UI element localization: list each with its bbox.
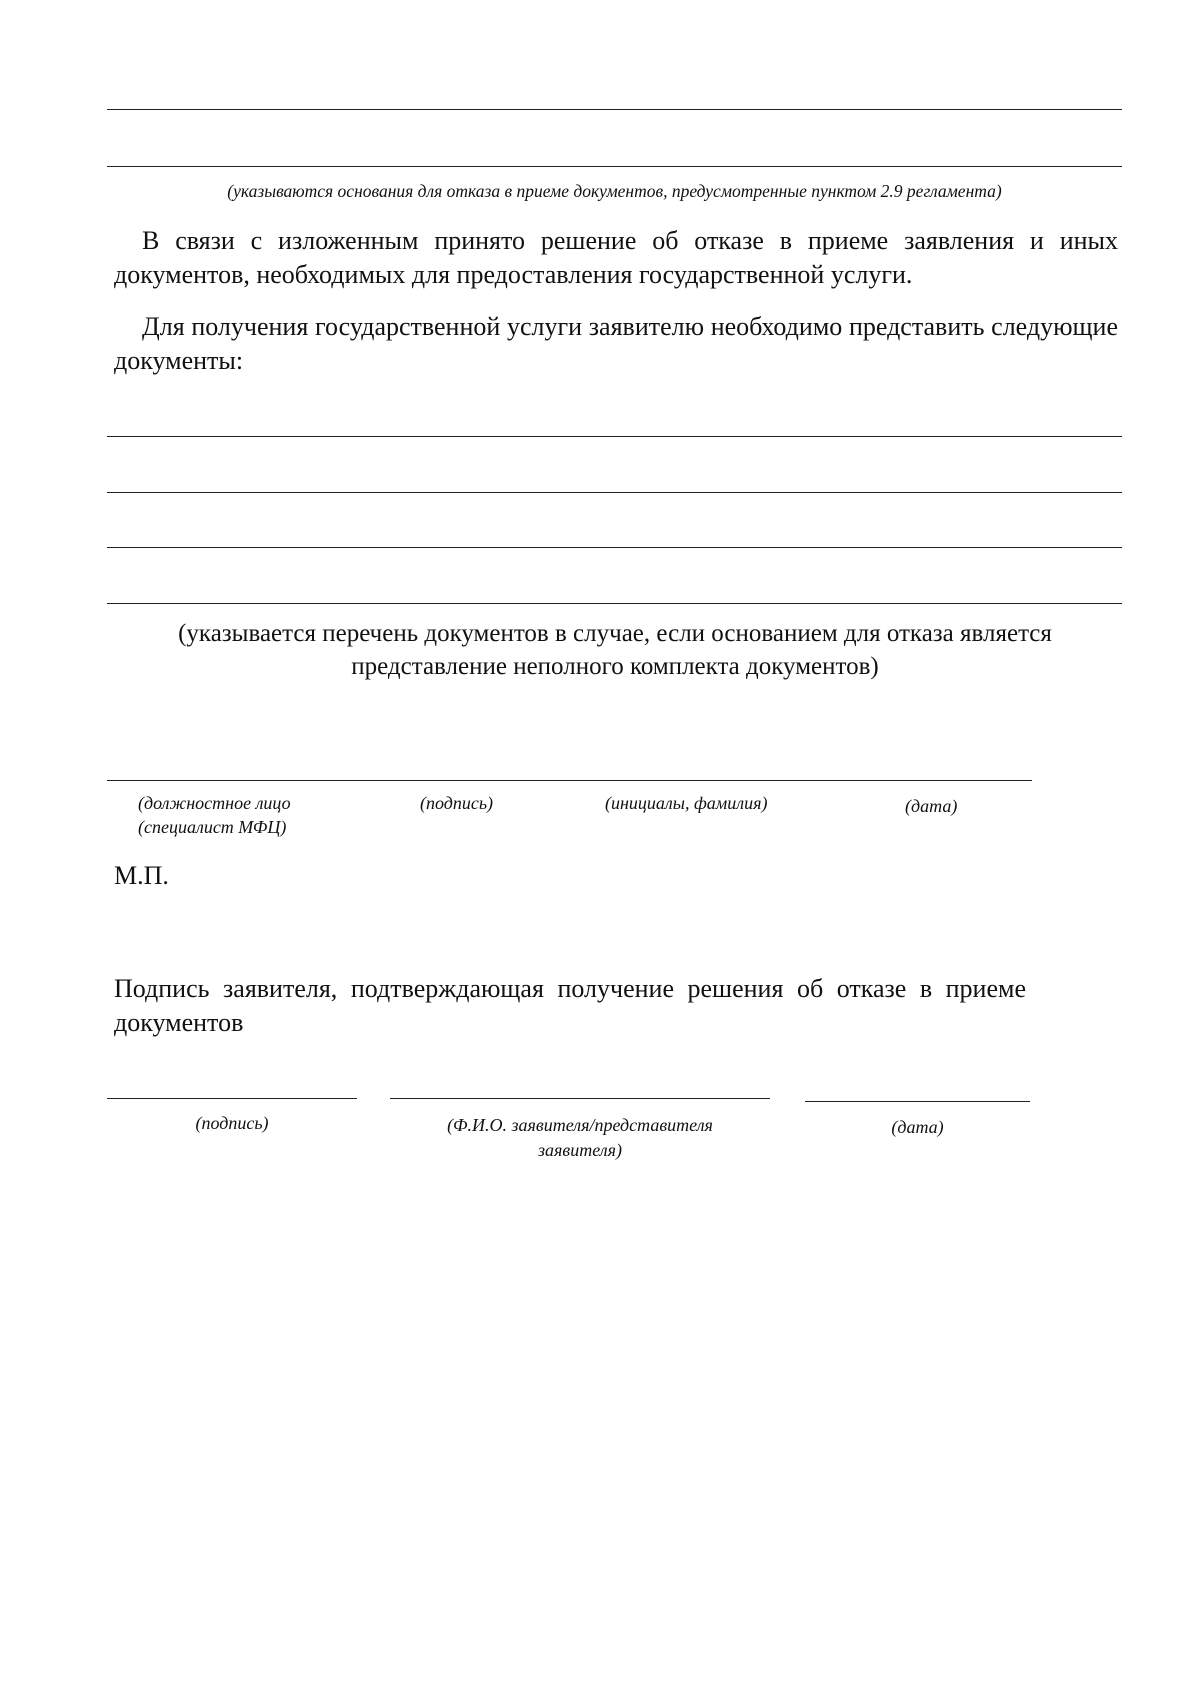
official-position-label-line-1: (должностное лицо [138,793,291,813]
docs-list-caption-line-1: (указывается перечень документов в случае, если основанием для отказа является [178,620,1052,647]
applicant-date-line [805,1101,1030,1102]
grounds-blank-line-2 [107,166,1122,167]
required-docs-paragraph: Для получения государственной услуги заявителю необходимо представить следующие документы: [114,312,1118,375]
official-position-label-line-2: (специалист МФЦ) [138,817,287,837]
official-name-label: (инициалы, фамилия) [605,793,768,813]
applicant-signature-label: (подпись) [195,1113,269,1133]
applicant-date-label: (дата) [891,1117,944,1137]
docs-blank-line-2 [107,492,1122,493]
official-signature-line [107,780,1032,781]
docs-blank-line-1 [107,436,1122,437]
applicant-name-label-line-2: заявителя) [538,1140,622,1160]
docs-blank-line-4 [107,603,1122,604]
grounds-blank-line-1 [107,109,1122,110]
seal-label: М.П. [114,861,169,890]
applicant-signature-line [107,1098,357,1099]
applicant-name-line [390,1098,770,1099]
applicant-confirmation-text: Подпись заявителя, подтверждающая получение решения об отказе в приеме документов [114,974,1026,1037]
docs-list-caption-line-2: представление неполного комплекта документов) [351,653,879,680]
docs-blank-line-3 [107,547,1122,548]
official-signature-label: (подпись) [420,793,494,813]
decision-paragraph: В связи с изложенным принято решение об отказе в приеме заявления и иных документов, необходимых для предоставления государственной услуги. [114,226,1118,289]
applicant-name-label-line-1: (Ф.И.О. заявителя/представителя [447,1115,713,1135]
official-date-label: (дата) [905,796,958,816]
grounds-caption: (указываются основания для отказа в приеме документов, предусмотренные пунктом 2.9 регламента) [227,181,1002,201]
